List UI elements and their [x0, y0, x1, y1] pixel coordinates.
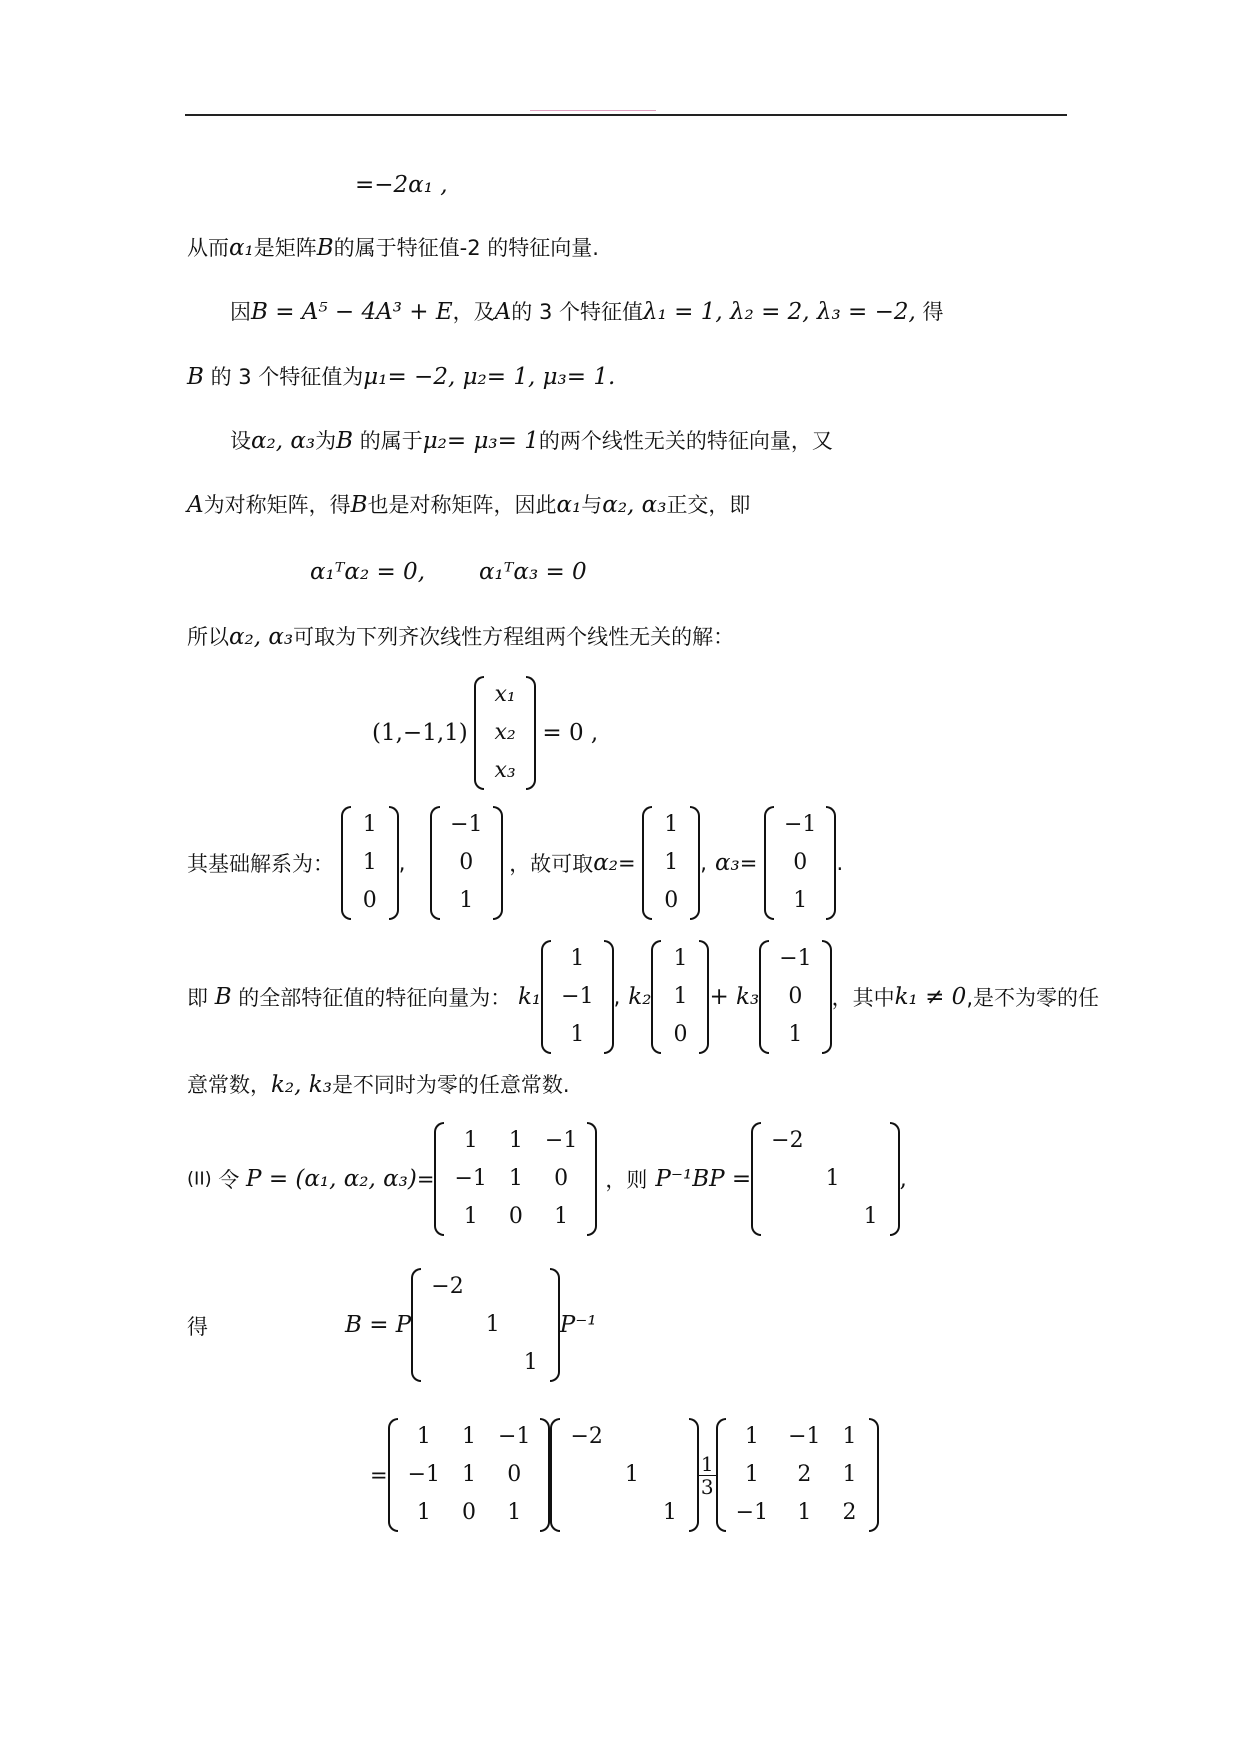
text: 可取为下列齐次线性方程组两个线性无关的解：	[293, 625, 735, 649]
cell: 0	[673, 1022, 688, 1047]
equation-line-7	[310, 557, 587, 587]
matrix-diag	[751, 1122, 899, 1236]
column-vector-x	[474, 676, 535, 790]
cell: −1	[544, 1128, 578, 1153]
text: 从而	[187, 236, 229, 260]
text: 的 3 个特征值	[511, 300, 644, 324]
text: 是矩阵	[253, 236, 317, 260]
cell: 1	[797, 1500, 812, 1525]
text: 设	[230, 429, 251, 453]
text: ,	[398, 851, 406, 875]
cell	[474, 1344, 512, 1382]
math: k₂, k₃	[271, 1072, 332, 1098]
math: α₁ᵀα₂ = 0,	[310, 559, 425, 585]
text: ,	[613, 985, 621, 1009]
text: ,是不为零的任	[966, 986, 1099, 1010]
text-line-5	[230, 426, 833, 456]
cell: 1	[624, 1462, 639, 1487]
math: B = A⁵ − 4A³ + E	[251, 299, 453, 325]
text: 因	[230, 300, 251, 324]
text: .	[836, 851, 844, 875]
math: k₁ ≠ 0	[894, 984, 967, 1010]
math: α₁ᵀα₃ = 0	[479, 559, 587, 585]
cell	[613, 1418, 651, 1456]
cell: −1	[454, 1166, 487, 1191]
fraction-one-third	[699, 1453, 716, 1498]
math: α₁	[229, 235, 254, 261]
cell: 1	[570, 1022, 585, 1047]
cell: −1	[788, 1424, 821, 1449]
text: ，则	[605, 1168, 648, 1192]
math: μ₁= −2, μ₂= 1, μ₃= 1.	[363, 364, 616, 390]
basis-line	[187, 806, 843, 920]
cell: −1	[450, 812, 483, 837]
math: B	[350, 492, 368, 518]
cell: 1	[508, 1166, 523, 1191]
cell	[421, 1344, 473, 1382]
cell	[761, 1198, 813, 1236]
text: =	[739, 851, 758, 875]
math: B	[214, 984, 232, 1010]
math: B	[336, 428, 354, 454]
text: 得	[187, 1315, 208, 1339]
cell: 1	[825, 1166, 840, 1191]
text-line-8	[187, 622, 734, 652]
cell: 1	[463, 1128, 478, 1153]
cell: 0	[554, 1166, 569, 1191]
cell: 0	[459, 850, 474, 875]
cell: 0	[664, 888, 679, 913]
cell: 1	[485, 1312, 500, 1337]
vector-alpha2	[642, 806, 700, 920]
math: α₂, α₃	[229, 624, 294, 650]
eq-text: =−2α₁ ,	[355, 172, 448, 198]
text: 的全部特征值的特征向量为：	[238, 986, 512, 1010]
math: B	[187, 364, 204, 390]
matrix-P-2	[388, 1418, 551, 1532]
text: 令	[218, 1168, 240, 1192]
cell: 1	[793, 888, 808, 913]
cell: 0	[788, 984, 803, 1009]
cell: −1	[498, 1424, 531, 1449]
cell	[512, 1268, 550, 1306]
cell	[474, 1268, 512, 1306]
math: A	[187, 492, 204, 518]
text: 即	[187, 986, 208, 1010]
text: =	[617, 851, 636, 875]
math: μ₂= μ₃= 1	[422, 428, 539, 454]
cell	[651, 1418, 689, 1456]
cell: 1	[416, 1424, 431, 1449]
cell: 1	[462, 1424, 477, 1449]
math: P = (α₁, α₂, α₃)	[246, 1166, 417, 1192]
text: 与	[581, 493, 603, 517]
math: B = P	[345, 1312, 412, 1338]
text: 为对称矩阵，得	[203, 493, 351, 517]
math: P⁻¹BP =	[655, 1166, 752, 1192]
cell: 1	[788, 1022, 803, 1047]
cell	[613, 1494, 651, 1532]
text: 得	[915, 300, 944, 324]
cell: −1	[779, 946, 812, 971]
cell	[761, 1160, 813, 1198]
matrix-P	[434, 1122, 597, 1236]
cell: 0	[507, 1462, 522, 1487]
math: + k₃	[709, 984, 760, 1010]
cell: 1	[673, 984, 688, 1009]
text: =	[416, 1167, 435, 1191]
text-line-3	[230, 297, 944, 327]
text: ,	[700, 851, 707, 875]
matrix-diag-2	[411, 1268, 559, 1382]
text: ，其中	[831, 986, 895, 1010]
text-line-6	[187, 490, 750, 520]
text: 的两个线性无关的特征向量，又	[538, 429, 833, 453]
cell: −1	[561, 984, 594, 1009]
matrix-diag-3	[550, 1418, 698, 1532]
cell: 1	[459, 888, 474, 913]
math: α₂, α₃	[602, 492, 667, 518]
cell: x₁	[494, 682, 516, 707]
cell	[852, 1160, 890, 1198]
b-equation	[345, 1268, 597, 1382]
equation-line-1	[355, 170, 448, 200]
cell: −2	[570, 1424, 603, 1449]
text: ，故可取	[509, 852, 594, 876]
cell: 1	[673, 946, 688, 971]
cell: 2	[797, 1462, 812, 1487]
math: P⁻¹	[559, 1312, 597, 1338]
text: 正交，即	[666, 493, 751, 517]
part-ii-line	[187, 1122, 907, 1236]
text: 为	[315, 429, 337, 453]
cell: 1	[744, 1462, 759, 1487]
cell	[814, 1122, 852, 1160]
text: 所以	[187, 625, 229, 649]
text: 的属于	[353, 429, 423, 453]
math: α₃	[714, 850, 740, 876]
math: k₁	[517, 984, 542, 1010]
cell: x₃	[494, 758, 516, 783]
math: α₂, α₃	[251, 428, 316, 454]
cell: −2	[431, 1274, 464, 1299]
matrix-P-inverse	[716, 1418, 879, 1532]
cell	[814, 1198, 852, 1236]
header-accent-line	[530, 110, 656, 111]
cell: 0	[508, 1204, 523, 1229]
math: A	[494, 299, 512, 325]
cell	[421, 1306, 473, 1344]
cell	[560, 1456, 612, 1494]
cell: 1	[507, 1500, 522, 1525]
cell: 1	[362, 850, 377, 875]
cell: 1	[463, 1204, 478, 1229]
cell: 1	[863, 1204, 878, 1229]
cell	[852, 1122, 890, 1160]
math: α₂	[593, 850, 618, 876]
text-line-2	[187, 233, 599, 263]
text-line-4	[187, 362, 615, 392]
cell: 1	[554, 1204, 569, 1229]
math: λ₁ = 1, λ₂ = 2, λ₃ = −2,	[643, 299, 916, 325]
cell: −1	[407, 1462, 441, 1487]
cell: 1	[362, 812, 377, 837]
cell: 1	[664, 850, 679, 875]
text: ,	[899, 1166, 907, 1192]
row-vector: (1,−1,1)	[372, 720, 468, 746]
cell: −2	[771, 1128, 804, 1153]
text: ，及	[452, 300, 495, 324]
cell	[651, 1456, 689, 1494]
text: 其基础解系为：	[187, 852, 334, 876]
cell: 2	[842, 1500, 857, 1525]
math: α₁	[556, 492, 582, 518]
text-de	[187, 1312, 208, 1342]
math: k₂	[628, 984, 652, 1010]
math: = 0 ,	[542, 720, 599, 746]
cell: 1	[462, 1462, 477, 1487]
cell: 1	[744, 1424, 759, 1449]
cell: 1	[664, 812, 679, 837]
cell: x₂	[494, 720, 516, 745]
text: 是不同时为零的任意常数.	[331, 1073, 570, 1097]
numerator: 1	[700, 1451, 714, 1476]
section-label: (II)	[187, 1168, 212, 1190]
denominator: 3	[700, 1474, 714, 1499]
text-line-12	[187, 1070, 570, 1100]
cell: 1	[508, 1128, 523, 1153]
cell: 1	[523, 1350, 538, 1375]
text: 也是对称矩阵，因此	[367, 493, 557, 517]
cell: −1	[735, 1500, 769, 1525]
product-equation	[370, 1418, 879, 1532]
text: =	[370, 1463, 388, 1487]
text: 的 3 个特征值为	[203, 365, 364, 389]
header-rule	[185, 114, 1067, 116]
cell: 1	[842, 1462, 857, 1487]
vector-k2	[651, 940, 709, 1054]
cell: 0	[793, 850, 808, 875]
cell: 1	[416, 1500, 431, 1525]
vector-k3	[759, 940, 831, 1054]
cell: 0	[362, 888, 377, 913]
eigenvectors-line	[187, 940, 1099, 1054]
vector-k1	[541, 940, 613, 1054]
cell: 0	[462, 1500, 477, 1525]
cell: 1	[570, 946, 585, 971]
equation-system	[372, 676, 598, 790]
vector-1	[341, 806, 399, 920]
vector-2	[430, 806, 502, 920]
text: 意常数，	[187, 1073, 271, 1097]
text: 的属于特征值-2 的特征向量.	[333, 236, 599, 260]
cell	[512, 1306, 550, 1344]
cell: −1	[784, 812, 817, 837]
cell: 1	[662, 1500, 677, 1525]
cell	[560, 1494, 612, 1532]
vector-alpha3	[764, 806, 836, 920]
cell: 1	[842, 1424, 857, 1449]
math: B	[316, 235, 334, 261]
